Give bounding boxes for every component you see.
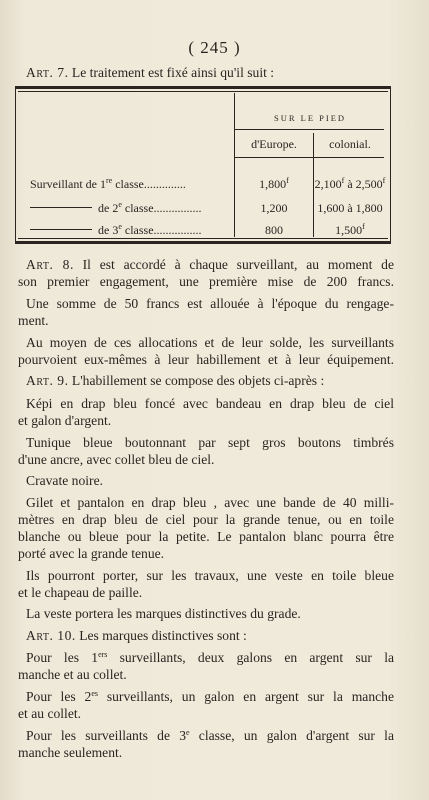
text-line: Tunique bleue boutonnant par sept gros boutons timbrés [26,435,394,450]
text-line: ment. [18,313,49,328]
table-cell-colonial: 1,500$^f$ [335,222,365,237]
text-line: mètres en drap bleu de ciel pour la grande tenue, ou en toile [18,512,394,527]
table-row-label: de 2e classe................ [30,201,202,216]
page-number: ( 245 ) [188,38,241,57]
ditto-dash [30,207,92,208]
ditto-dash [30,229,92,230]
text-line: manche seulement. [18,745,123,760]
table-cell-colonial: 1,600 à 1,800 [317,201,383,215]
text-line: Au moyen de ces allocations et de leur solde, les surveillants [26,335,394,350]
text-line: et le chapeau de paille. [18,585,143,600]
text-line: son premier engagement, une première mise de 200 francs. [18,274,394,289]
salary-table [15,86,391,244]
column-header-europe: d'Europe. [251,137,297,151]
text-line: Gilet et pantalon en drap bleu , avec une bande de 40 milli- [26,495,394,510]
text-line: manche et au collet. [18,667,127,682]
text-line: Cravate noire. [26,473,103,488]
art7-heading [26,64,394,81]
article-number: Art. 7. [26,65,69,80]
text-line: blanche ou bleue pour la petite. Le pantalon blanc pourra être [18,529,394,544]
text-line: porté avec la grande tenue. [18,546,165,561]
text-line: Pour les 1ers surveillants, deux galons en argent sur la [26,650,395,665]
column-header-colonial: colonial. [329,137,371,151]
table-cell-europe: 800 [265,223,283,237]
text-line: Art. 8. Il est accordé à chaque surveillant, au moment de [26,257,394,272]
table-header-rule [234,129,384,130]
text-line: et au collet. [18,706,82,721]
text-line: Art. 9. L'habillement se compose des objets ci-après : [26,373,325,388]
text-line: La veste portera les marques distinctives du grade. [26,606,301,621]
table-group-header: SUR LE PIED [273,113,347,123]
table-subheader-rule [234,157,384,158]
text-line: Une somme de 50 francs est allouée à l'époque du rengage- [26,296,394,311]
text-line: Ils pourront porter, sur les travaux, une veste en toile bleue [26,568,394,583]
table-cell-europe: 1,200 [260,201,288,215]
article-text: Le traitement est fixé ainsi qu'il suit : [71,65,275,80]
text-line: d'une ancre, avec collet bleu de ciel. [18,452,215,467]
table-row-label: de 3e classe................ [30,223,202,238]
text-line: et galon d'argent. [18,413,112,428]
text-line: Art. 10. Les marques distinctives sont : [26,628,247,643]
table-cell-colonial: 2,100$^f$ à 2,500$^f$ [314,176,386,191]
text-line: Pour les $2^{es}$ surveillants, un galon en argent sur la manche [26,689,395,704]
table-cell-europe: 1,800$^f$ [259,176,289,191]
text-line: Képi en drap bleu foncé avec bandeau en drap bleu de ciel [26,396,394,411]
table-row-label: Surveillant de 1re classe.............. [30,176,186,191]
text-line: Pour les surveillants de 3e classe, un galon d'argent sur la [26,728,394,743]
text-line: pourvoient eux-mêmes à leur habillement et à leur équipement. [18,352,394,367]
